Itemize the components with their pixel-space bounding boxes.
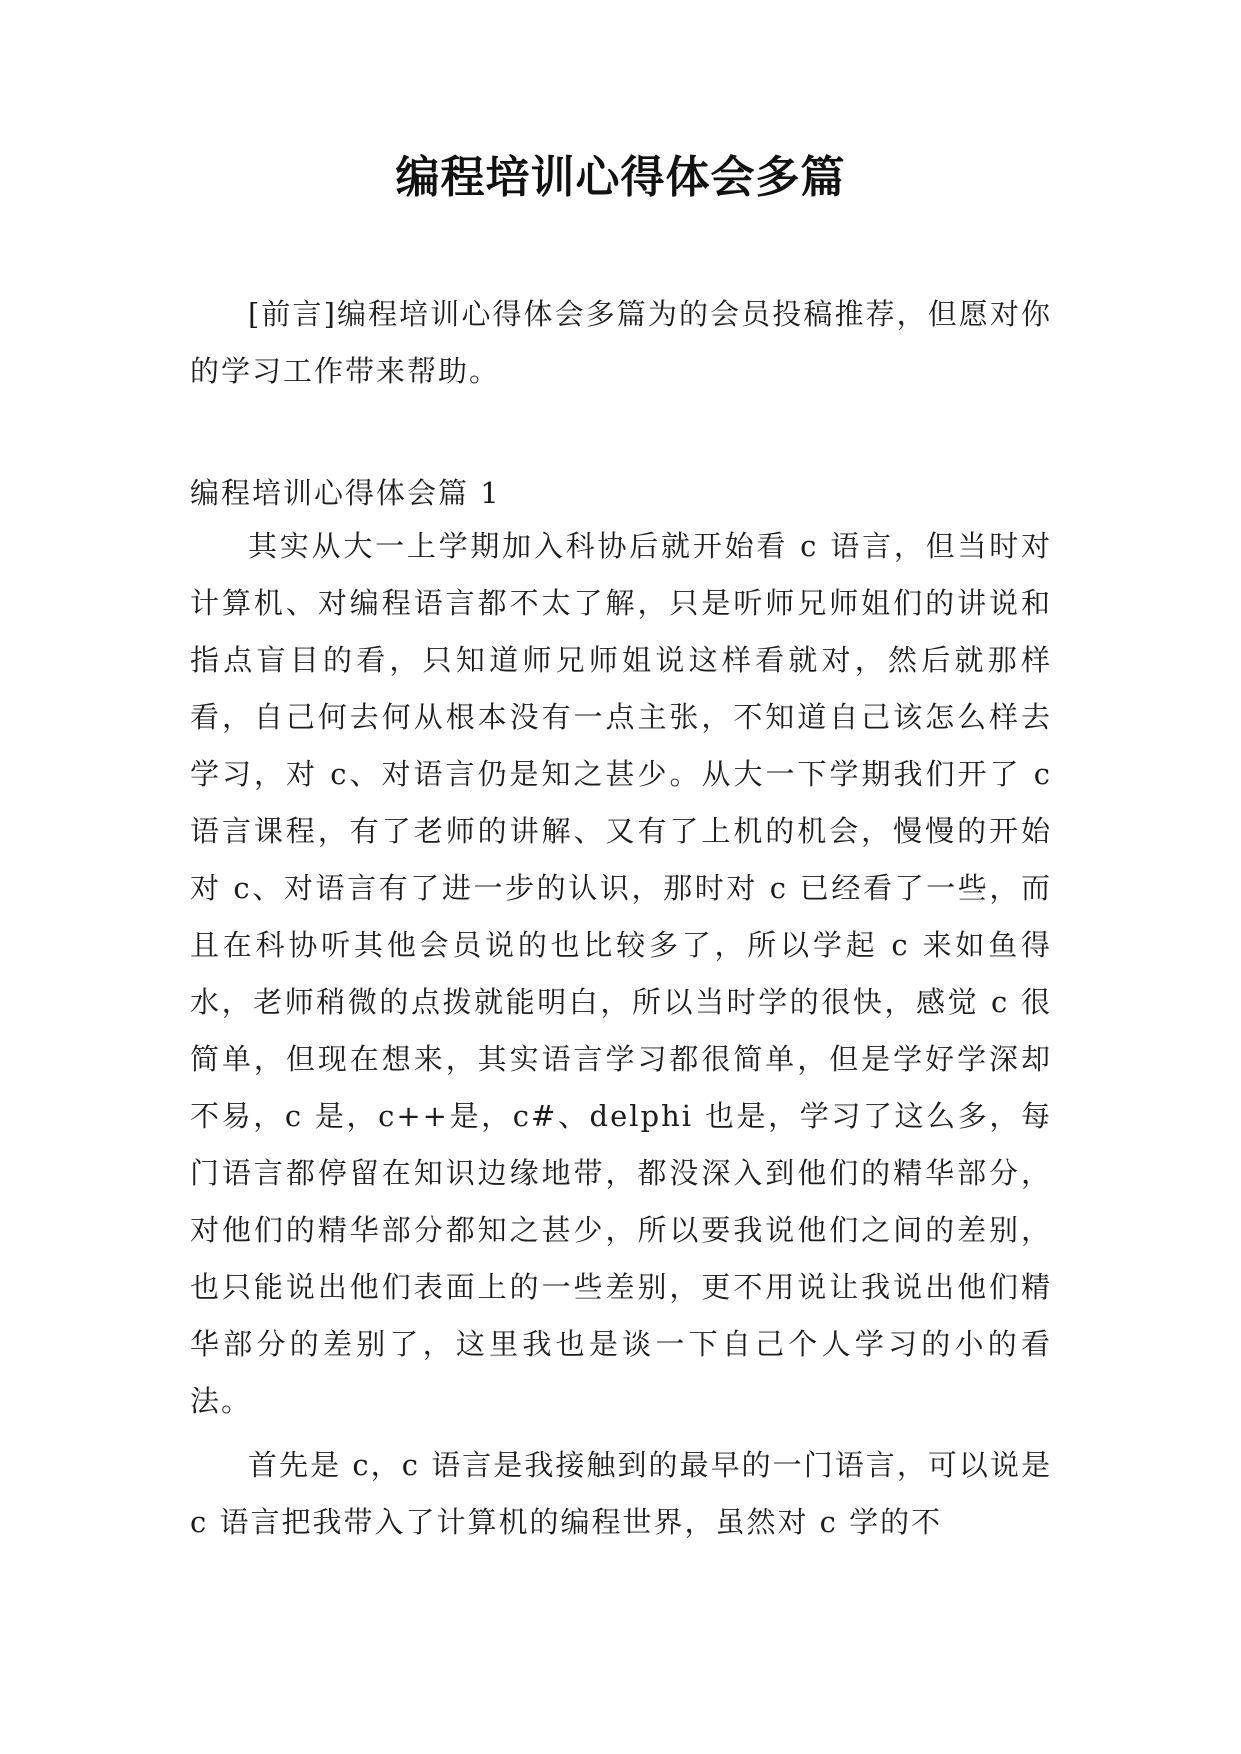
document-title: 编程培训心得体会多篇 [395, 152, 846, 203]
body-paragraph: 首先是 c，c 语言是我接触到的最早的一门语言，可以说是 c 语言把我带入了计算机的编程世界，虽然对 c 学的不 [190, 1448, 1052, 1539]
intro-text: [前言]编程培训心得体会多篇为的会员投稿推荐，但愿对你的学习工作带来帮助。 [190, 297, 1052, 388]
intro-paragraph [190, 286, 1052, 400]
section-heading [190, 465, 1052, 522]
section-heading-text: 编程培训心得体会篇 1 [190, 476, 501, 510]
section-body [190, 518, 1052, 1551]
body-paragraph: 其实从大一上学期加入科协后就开始看 c 语言，但当时对计算机、对编程语言都不太了解，只是听师兄师姐们的讲说和指点盲目的看，只知道师兄师姐说这样看就对，然后就那样看，自己何去何从根本没有一点主张，不知道自己该怎么样去学习，对 c、对语言仍是知之甚少。从大一下学期我们开了 c 语言课程，有了老师的讲解、又有了上机的机会，慢慢的开始对 c、对语言有了进一步的认识，那时对 c 已经看了一些，而且在科协听其他会员说的也比较多了，所以学起 c 来如鱼得水，老师稍微的点拨就能明白，所以当时学的很快，感觉 c 很简单，但现在想来，其实语言学习都很简单，但是学好学深却不易，c 是，c++是，c#、delphi 也是，学习了这么多，每门语言都停留在知识边缘地带，都没深入到他们的精华部分，对他们的精华部分都知之甚少，所以要我说他们之间的差别，也只能说出他们表面上的一些差别，更不用说让我说出他们精华部分的差别了，这里我也是谈一下自己个人学习的小的看法。 [190, 529, 1052, 1418]
